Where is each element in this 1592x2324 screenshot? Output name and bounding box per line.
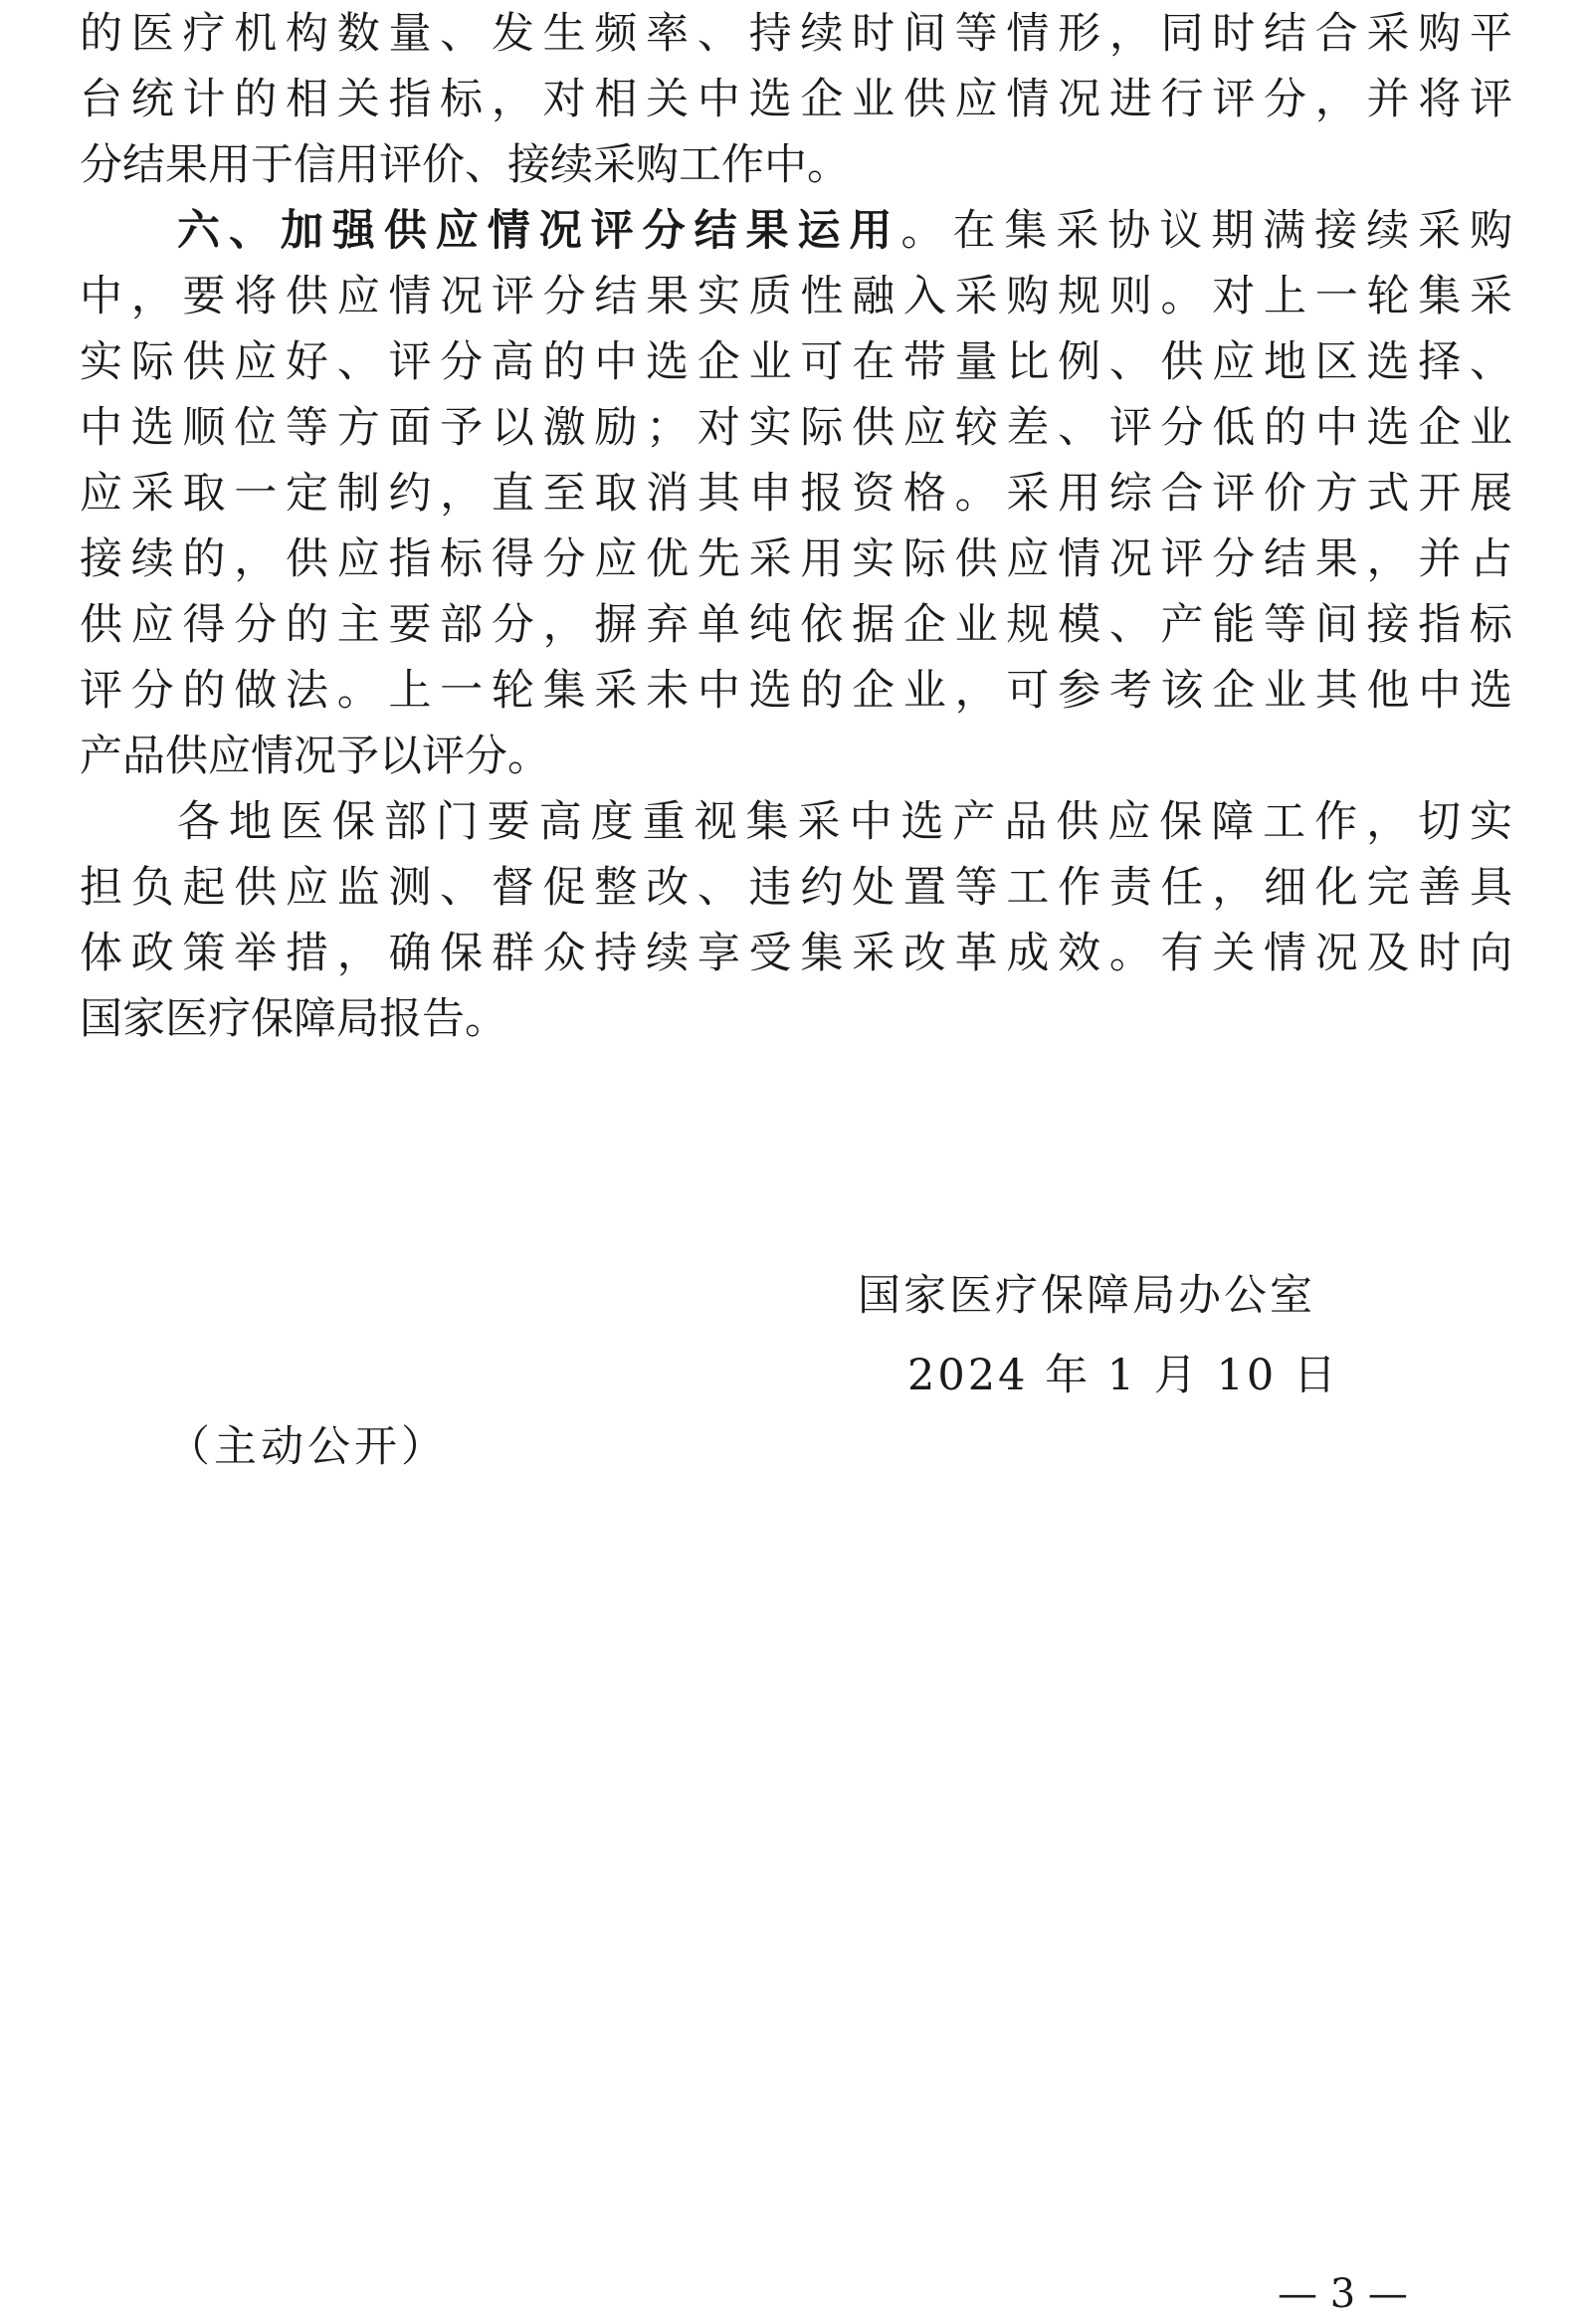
body-text-line: 应采取一定制约，直至取消其申报资格。采用综合评价方式开展 [80, 469, 1512, 519]
issue-date: 2024 年 1 月 10 日 [907, 1351, 1339, 1400]
body-text-line: 接续的，供应指标得分应优先采用实际供应情况评分结果，并占 [80, 534, 1512, 584]
disclosure-note: （主动公开） [167, 1422, 448, 1472]
body-text-line: 担负起供应监测、督促整改、违约处置等工作责任，细化完善具 [80, 863, 1512, 913]
body-text: 。在集采协议期满接续采购 [900, 206, 1513, 256]
section-heading-line [177, 202, 1512, 260]
body-text-line: 实际供应好、评分高的中选企业可在带量比例、供应地区选择、 [80, 337, 1512, 387]
body-text-line: 分结果用于信用评价、接续采购工作中。 [80, 140, 850, 190]
body-text-line: 评分的做法。上一轮集采未中选的企业，可参考该企业其他中选 [80, 666, 1512, 716]
body-text-line: 产品供应情况予以评分。 [80, 732, 550, 781]
body-text-line: 国家医疗保障局报告。 [80, 994, 507, 1044]
body-text-line: 各地医保部门要高度重视集采中选产品供应保障工作，切实 [177, 797, 1512, 847]
body-text-line: 中，要将供应情况评分结果实质性融入采购规则。对上一轮集采 [80, 272, 1512, 321]
issuing-organization: 国家医疗保障局办公室 [858, 1271, 1315, 1321]
body-text-line: 供应得分的主要部分，摒弃单纯依据企业规模、产能等间接指标 [80, 600, 1512, 650]
section-heading: 六、加强供应情况评分结果运用 [177, 206, 901, 256]
body-text-line: 体政策举措，确保群众持续享受集采改革成效。有关情况及时向 [80, 929, 1512, 978]
body-text-line: 台统计的相关指标，对相关中选企业供应情况进行评分，并将评 [80, 75, 1512, 124]
page-number: — 3 — [1278, 2271, 1408, 2317]
body-text-line: 的医疗机构数量、发生频率、持续时间等情形，同时结合采购平 [80, 9, 1512, 59]
body-text-line: 中选顺位等方面予以激励；对实际供应较差、评分低的中选企业 [80, 403, 1512, 453]
